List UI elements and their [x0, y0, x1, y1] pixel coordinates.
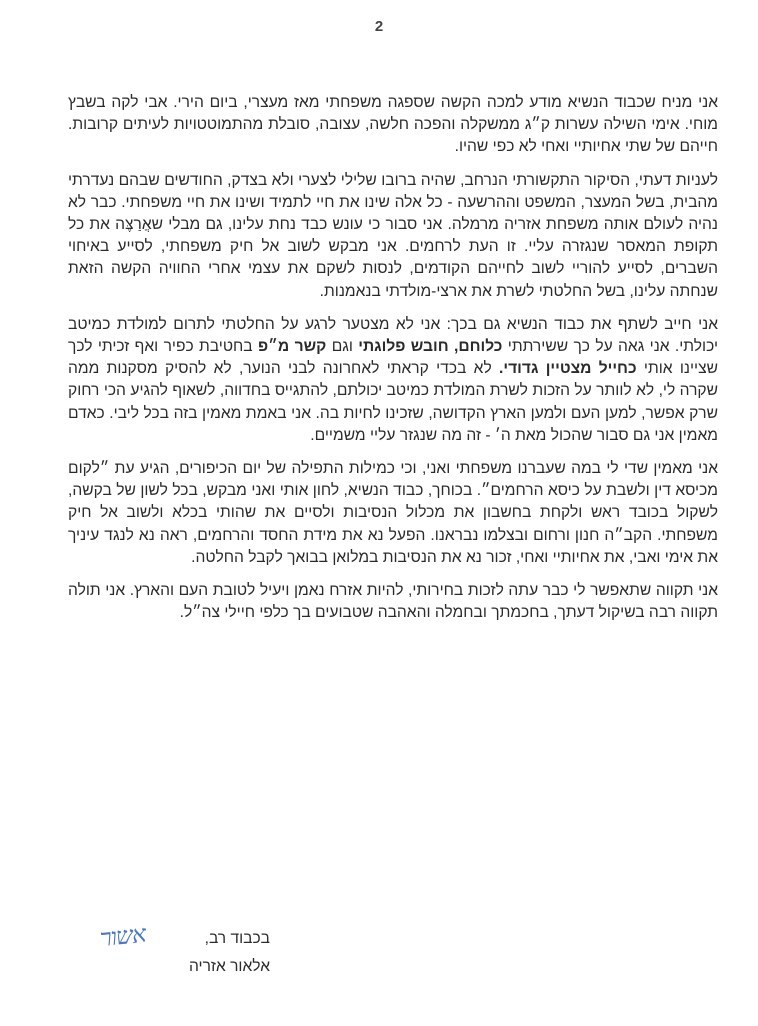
paragraph-3 [68, 314, 718, 447]
paragraph-1 [68, 92, 718, 159]
paragraph-3-bold-outstanding-soldier: כחייל מצטיין גדודי. [499, 360, 637, 378]
paragraph-5-text: אני תקווה שתאפשר לי כבר עתה לזכות בחירותי, להיות אזרח נאמן ויעיל לטובת העם והארץ. אני תולה תקווה רבה בשיקול דעתך, בחכמתך ובחמלה והאהבה שטבועים בך כלפי חיילי צה״ל. [68, 582, 718, 622]
paragraph-5 [68, 580, 718, 624]
signer-name: אלאור אזריה [188, 958, 270, 975]
paragraph-3-text-d: לא בכדי קראתי לאחרונה לבני הנוער, לא להסיק מסקנות ממה שקרה לי, לא לוותר על הזכות לשרת המולדת כמיטב יכולתם, להתגייס בחדווה, לשאוף להגיע הכי רחוק שרק אפשר, למען העם ולמען הארץ הקדושה, שזכינו לחיות בה. אני באמת מאמין בזה בכל ליבי. כאדם מאמין אני גם סבור שהכול מאת ה׳ - זה מה שנגזר עליי משמיים. [68, 360, 718, 444]
paragraph-3-text-b: וגם [326, 338, 359, 356]
closing-salutation: בכבוד רב, [204, 930, 270, 947]
paragraph-1-text: אני מניח שכבוד הנשיא מודע למכה הקשה שספגה משפחתי מאז מעצרי, ביום הירי. אבי לקה בשבץ מוחי. אימי השילה עשרות ק״ג ממשקלה והפכה חלשה, עצובה, סובלת מהתמוטטויות לעיתים קרובות. חייהם של שתי אחיותיי ואחי לא כפי שהיו. [68, 94, 718, 156]
page-number: 2 [374, 18, 384, 35]
paragraph-2-text: לעניות דעתי, הסיקור התקשורתי הנרחב, שהיה ברובו שלילי לצערי ולא בצדק, החודשים שבהם נעדרתי מהבית, בשל המעצר, המשפט וההרשעה - כל אלה שינו את חיי לתמיד ושינו את חיי משפחתי. כבר לא נהיה לעולם אותה משפחת אזריה מרמלה. אני סבור כי עונש כבד נחת עלינו, גם מבלי שאֲרַצֶּה את כל תקופת המאסר שנגזרה עליי. זו העת לרחמים. אני מבקש לשוב אל חיק משפחתי, לסייע באיחוי השברים, לסייע להוריי לשוב לחייהם הקודמים, לנסות לשקם את עצמי אחרי החוויה הקשה הזאת שנחתה עלינו, בשל החלטתי לשרת את ארצי-מולדתי בנאמנות. [68, 171, 718, 300]
closing-block [130, 925, 270, 981]
paragraph-4 [68, 458, 718, 569]
paragraph-4-text: אני מאמין שדי לי במה שעברנו משפחתי ואני, וכי כמילות התפילה של יום הכיפורים, הגיע עת ״לקום מכיסא דין ולשבת על כיסא הרחמים״. בכוחך, כבוד הנשיא, לחון אותי ואני מבקש, בכל לשון של בקשה, לשקול בכובד ראש ולקחת בחשבון את מכלול הנסיבות ולסיים את שהותי בכלא ולשוב אל חיק משפחתי. הקב״ה חנון ורחום ובצלמו נבראנו. הפעל נא את מידת החסד והרחמים, ראה נא לנגד עיניך את אימי ואבי, את אחיותיי ואחי, זכור נא את הנסיבות במלואן בבואך לקבל החלטה. [68, 460, 718, 566]
paragraph-2 [68, 170, 718, 303]
paragraph-3-bold-radio-operator: קשר מ״פ [258, 338, 327, 356]
handwritten-signature: אשור [98, 919, 147, 953]
paragraph-3-text-c: בחטיבת כפיר ואף זכיתי לכך שציינו אותי [68, 338, 718, 378]
letter-body [68, 92, 718, 635]
paragraph-3-bold-fighter-medic: כלוחם, חובש פלוגתי [358, 338, 503, 356]
paragraph-3-text-a: אני חייב לשתף את כבוד הנשיא גם בכך: אני לא מצטער לרגע על החלטתי לתרום למולדת כמיטב יכולתי. אני גאה על כך ששירתתי [68, 315, 719, 356]
